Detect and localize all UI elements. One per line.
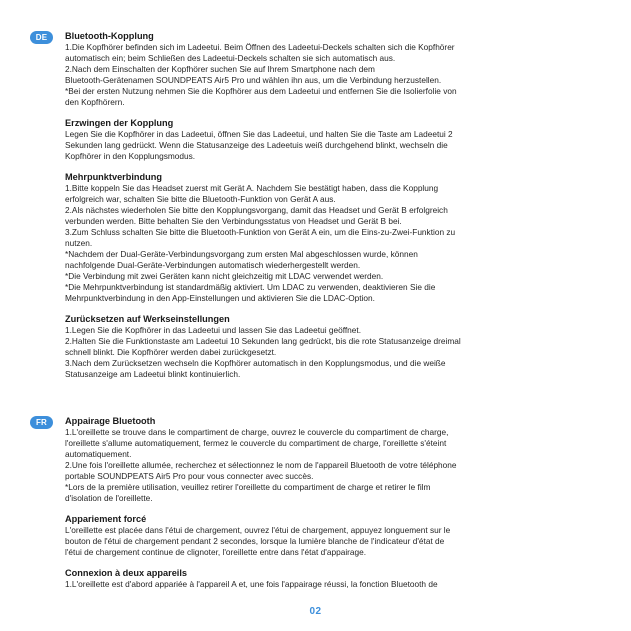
instruction-line: Statusanzeige am Ladeetui blinkt kontinuierlich. <box>65 369 241 379</box>
instruction-block <box>65 31 595 108</box>
section-heading: Zurücksetzen auf Werkseinstellungen <box>65 314 230 324</box>
page-number: 02 <box>309 606 322 617</box>
instruction-line: 1.L'oreillette se trouve dans le compartiment de charge, ouvrez le couvercle du compartiment de charge, <box>65 427 449 437</box>
instruction-line: den Kopfhörern. <box>65 97 125 107</box>
section-heading: Bluetooth-Kopplung <box>65 31 154 41</box>
instruction-line: Sekunden lang gedrückt. Wenn die Statusanzeige des Ladeetuis weiß durchgehend blinkt, wechseln die <box>65 140 448 150</box>
instruction-line: Kopfhörer in den Kopplungsmodus. <box>65 151 196 161</box>
instruction-line: 1.Die Kopfhörer befinden sich im Ladeetui. Beim Öffnen des Ladeetui-Deckels schalten sich die Kopfhörer <box>65 42 455 52</box>
instruction-line: erfolgreich war, schalten Sie bitte die Bluetooth-Funktion von Gerät A aus. <box>65 194 336 204</box>
section-heading: Connexion à deux appareils <box>65 568 188 578</box>
instruction-line: 3.Zum Schluss schalten Sie bitte die Bluetooth-Funktion von Gerät A ein, um die Eins-zu-Zwei-Funktion zu <box>65 227 456 237</box>
instruction-block <box>65 514 595 558</box>
french-instructions <box>65 416 595 590</box>
instruction-block <box>65 416 595 504</box>
instruction-line: Bluetooth-Gerätenamen SOUNDPEATS Air5 Pro und wählen ihn aus, um die Verbindung herzustellen. <box>65 75 442 85</box>
instruction-line: 3.Nach dem Zurücksetzen wechseln die Kopfhörer automatisch in den Kopplungsmodus, und die weiße <box>65 358 446 368</box>
instruction-line: 1.Bitte koppeln Sie das Headset zuerst mit Gerät A. Nachdem Sie bestätigt haben, dass die Kopplung <box>65 183 439 193</box>
instruction-line: 1.L'oreillette est d'abord appariée à l'appareil A et, une fois l'appairage réussi, la fonction Bluetooth de <box>65 579 438 589</box>
section-heading: Appariement forcé <box>65 514 147 524</box>
instruction-line: automatisch ein; beim Schließen des Ladeetui-Deckels schalten sie sich automatisch aus. <box>65 53 396 63</box>
instruction-line: 2.Halten Sie die Funktionstaste am Ladeetui 10 Sekunden lang gedrückt, bis die rote Statusanzeige dreimal <box>65 336 461 346</box>
instruction-block <box>65 118 595 162</box>
instruction-line: d'isolation de l'oreillette. <box>65 493 153 503</box>
language-badge-fr: FR <box>30 416 53 429</box>
instruction-block <box>65 172 595 304</box>
section-heading: Appairage Bluetooth <box>65 416 156 426</box>
instruction-line: automatiquement. <box>65 449 132 459</box>
instruction-line: portable SOUNDPEATS Air5 Pro pour vous connecter avec succès. <box>65 471 314 481</box>
instruction-line: l'oreillette s'allume automatiquement, fermez le couvercle du compartiment de charge, l'oreillette s'éteint <box>65 438 447 448</box>
instruction-line: Legen Sie die Kopfhörer in das Ladeetui, öffnen Sie das Ladeetui, und halten Sie die Taste am Ladeetui 2 <box>65 129 453 139</box>
instruction-line: 2.Une fois l'oreillette allumée, recherchez et sélectionnez le nom de l'appareil Bluetooth de votre téléphone <box>65 460 457 470</box>
instruction-line: 1.Legen Sie die Kopfhörer in das Ladeetui und lassen Sie das Ladeetui geöffnet. <box>65 325 361 335</box>
instruction-line: *Die Mehrpunktverbindung ist standardmäßig aktiviert. Um LDAC zu verwenden, deaktivieren Sie die <box>65 282 436 292</box>
instruction-block <box>65 314 595 380</box>
instruction-line: *Die Verbindung mit zwei Geräten kann nicht gleichzeitig mit LDAC verwendet werden. <box>65 271 384 281</box>
instruction-line: *Nachdem der Dual-Geräte-Verbindungsvorgang zum ersten Mal abgeschlossen wurde, können <box>65 249 418 259</box>
instruction-line: Mehrpunktverbindung in den App-Einstellungen und aktivieren Sie die LDAC-Option. <box>65 293 375 303</box>
section-heading: Mehrpunktverbindung <box>65 172 162 182</box>
instruction-line: *Lors de la première utilisation, veuillez retirer l'oreillette du compartiment de charge et retirer le film <box>65 482 431 492</box>
instruction-line: bouton de l'étui de chargement pendant 2 secondes, lorsque la lumière blanche de l'indicateur d'état de <box>65 536 445 546</box>
instruction-line: nachfolgende Dual-Geräte-Verbindungen automatisch wiederhergestellt werden. <box>65 260 361 270</box>
instruction-line: 2.Als nächstes wiederholen Sie bitte den Kopplungsvorgang, damit das Headset und Gerät B erfolgreich <box>65 205 448 215</box>
instruction-line: *Bei der ersten Nutzung nehmen Sie die Kopfhörer aus dem Ladeetui und entfernen Sie die Isolierfolie von <box>65 86 457 96</box>
instruction-line: 2.Nach dem Einschalten der Kopfhörer suchen Sie auf Ihrem Smartphone nach dem <box>65 64 375 74</box>
language-badge-de: DE <box>30 31 53 44</box>
instruction-block <box>65 568 595 590</box>
section-heading: Erzwingen der Kopplung <box>65 118 174 128</box>
instruction-line: l'étui de chargement continue de clignoter, l'oreillette entre dans l'état d'appairage. <box>65 547 367 557</box>
instruction-line: verbunden werden. Bitte behalten Sie den Verbindungsstatus von Headset und Gerät B bei. <box>65 216 402 226</box>
instruction-line: L'oreillette est placée dans l'étui de chargement, ouvrez l'étui de chargement, appuyez longuement sur le <box>65 525 451 535</box>
instruction-line: nutzen. <box>65 238 93 248</box>
german-instructions <box>65 31 595 380</box>
instruction-line: schnell blinkt. Die Kopfhörer werden dabei zurückgesetzt. <box>65 347 277 357</box>
